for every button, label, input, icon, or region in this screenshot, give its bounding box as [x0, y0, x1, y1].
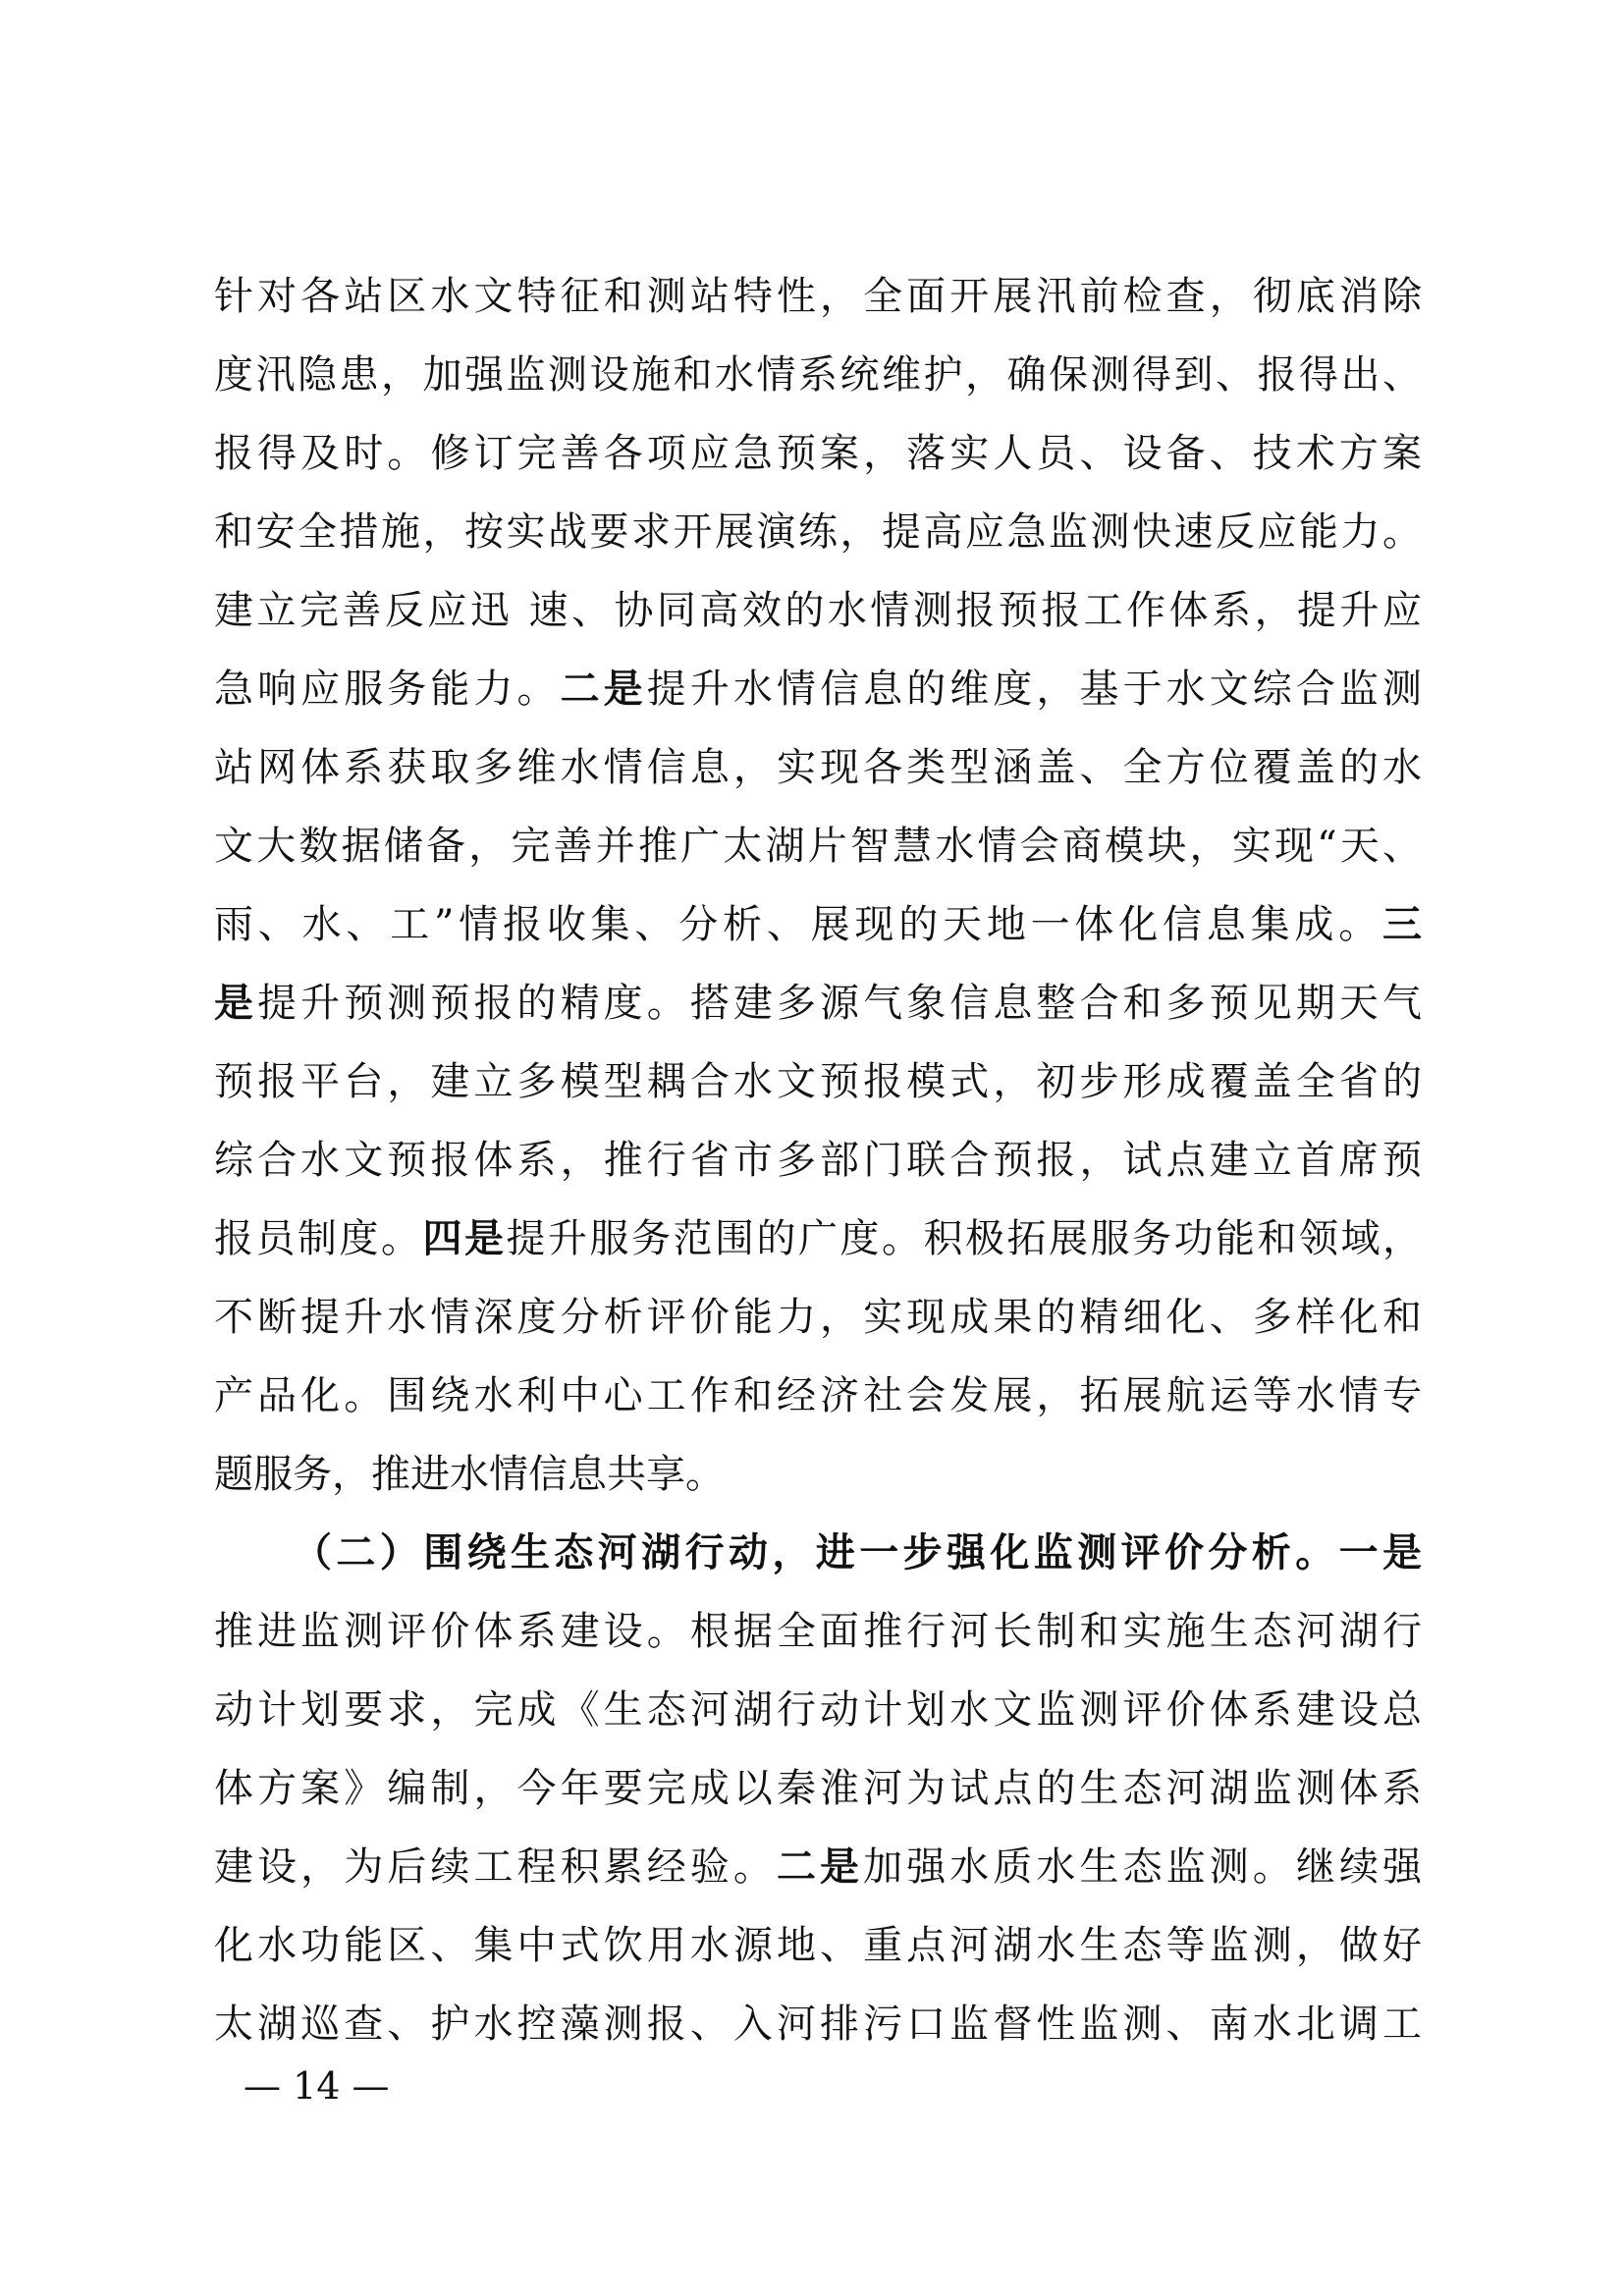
text-segment: 预报平台，建立多模型耦合水文预报模式，初步形成覆盖全省的	[214, 1059, 1422, 1104]
text-segment: 针对各站区水文特征和测站特性，全面开展汛前检查，彻底消除	[214, 274, 1422, 319]
text-segment: 急响应服务能力。	[214, 667, 561, 712]
text-line	[214, 257, 1422, 336]
text-segment: 提升服务范围的广度。积极拓展服务功能和领域，	[506, 1216, 1422, 1261]
text-line	[214, 964, 1422, 1042]
text-line	[214, 1592, 1422, 1671]
text-line	[214, 1357, 1422, 1435]
text-segment: 推进监测评价体系建设。根据全面推行河长制和实施生态河湖行	[214, 1609, 1422, 1654]
text-segment: 提升预测预报的精度。搭建多源气象信息整合和多预见期天气	[257, 981, 1423, 1026]
text-line	[214, 728, 1422, 807]
text-line	[214, 1042, 1422, 1121]
bold-text-segment: 三	[1382, 901, 1422, 947]
text-line	[214, 1121, 1422, 1200]
bold-text-segment: （二）围绕生态河湖行动，进一步强化监测评价分析。	[293, 1529, 1339, 1575]
page-number: — 14 —	[244, 2064, 390, 2108]
text-segment: 报得及时。修订完善各项应急预案，落实人员、设备、技术方案	[214, 431, 1422, 476]
text-line	[214, 1985, 1422, 2063]
text-line	[214, 1906, 1422, 1985]
text-segment: 建立完善反应迅 速、协同高效的水情测报预报工作体系，提升应	[214, 588, 1422, 633]
text-line	[214, 1828, 1422, 1906]
text-line	[214, 1278, 1422, 1357]
text-segment: 动计划要求，完成《生态河湖行动计划水文监测评价体系建设总	[214, 1687, 1422, 1733]
bold-text-segment: 二是	[560, 666, 647, 712]
text-line	[214, 1671, 1422, 1749]
text-segment: 报员制度。	[214, 1216, 423, 1261]
text-segment: 提升水情信息的维度，基于水文综合监测	[646, 667, 1423, 712]
text-segment: 建设，为后续工程积累经验。	[214, 1844, 777, 1890]
bold-text-segment: 一是	[1338, 1529, 1423, 1575]
text-segment: 站网体系获取多维水情信息，实现各类型涵盖、全方位覆盖的水	[214, 745, 1422, 790]
text-segment: 度汛隐患，加强监测设施和水情系统维护，确保测得到、报得出、	[214, 352, 1422, 398]
text-line	[214, 1200, 1422, 1278]
text-segment: 雨、水、工”情报收集、分析、展现的天地一体化信息集成。	[214, 902, 1382, 947]
text-segment: 文大数据储备，完善并推广太湖片智慧水情会商模块，实现“天、	[214, 824, 1422, 869]
text-segment: 化水功能区、集中式饮用水源地、重点河湖水生态等监测，做好	[214, 1923, 1422, 1968]
text-segment: 不断提升水情深度分析评价能力，实现成果的精细化、多样化和	[214, 1295, 1422, 1340]
text-segment: 加强水质水生态监测。继续强	[863, 1844, 1423, 1890]
text-line	[214, 493, 1422, 571]
text-line	[214, 1435, 1422, 1514]
text-segment: 体方案》编制，今年要完成以秦淮河为试点的生态河湖监测体系	[214, 1766, 1422, 1811]
text-line	[214, 807, 1422, 885]
text-line	[214, 1749, 1422, 1828]
text-line	[214, 885, 1422, 964]
text-line	[214, 571, 1422, 650]
text-segment: 太湖巡查、护水控藻测报、入河排污口监督性监测、南水北调工	[214, 2002, 1422, 2047]
text-line	[214, 336, 1422, 414]
text-segment: 题服务，推进水情信息共享。	[214, 1452, 725, 1497]
bold-text-segment: 二是	[776, 1843, 864, 1890]
text-line	[214, 650, 1422, 728]
text-line	[214, 414, 1422, 493]
bold-text-segment: 是	[214, 980, 258, 1026]
text-segment: 和安全措施，按实战要求开展演练，提高应急监测快速反应能力。	[214, 509, 1422, 555]
text-segment: 产品化。围绕水利中心工作和经济社会发展，拓展航运等水情专	[214, 1373, 1422, 1418]
bold-text-segment: 四是	[422, 1215, 507, 1261]
paragraph-heading-line	[214, 1514, 1422, 1592]
text-segment: 综合水文预报体系，推行省市多部门联合预报，试点建立首席预	[214, 1138, 1422, 1183]
